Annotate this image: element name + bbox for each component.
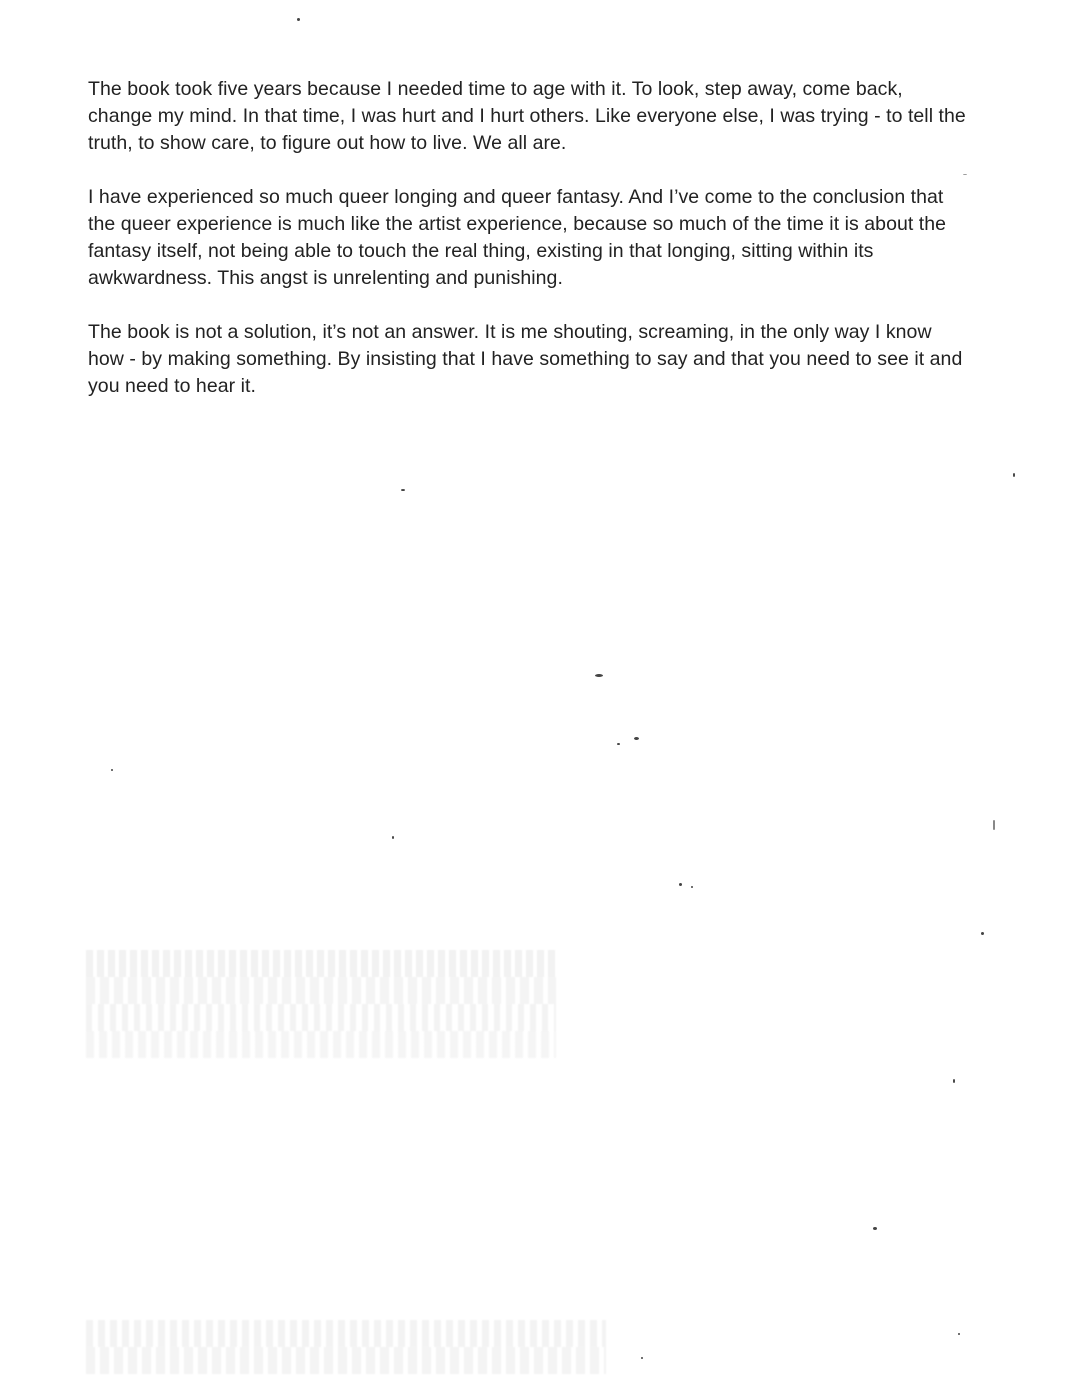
scan-speck: [297, 18, 300, 21]
bleed-through-block: [86, 950, 556, 1085]
scan-speck: [634, 737, 639, 740]
paragraph-3: The book is not a solution, it’s not an answer. It is me shouting, screaming, in the only way I know how - by making something. By insisting that I have something to say and that you need to see it and you need to hear it.: [88, 321, 963, 397]
scan-speck: [993, 820, 995, 830]
scan-speck: [641, 1357, 643, 1359]
scan-speck: [873, 1227, 877, 1230]
scan-speck: [401, 489, 405, 491]
scan-speck: [691, 886, 693, 888]
paragraph-2: I have experienced so much queer longing and queer fantasy. And I’ve come to the conclusion that the queer experience is much like the artist experience, because so much of the time it is about the fantasy itself, not being able to touch the real thing, existing in that longing, sitting within its awkwardness. This angst is unrelenting and punishing.: [88, 186, 947, 289]
scan-speck: [111, 769, 113, 771]
scan-speck: [392, 836, 394, 839]
scan-speck: [953, 1079, 955, 1083]
scan-speck: [1013, 473, 1015, 477]
scan-speck: [958, 1333, 960, 1335]
scan-speck: [981, 932, 984, 935]
paragraph-1: The book took five years because I needed time to age with it. To look, step away, come back, change my mind. In that time, I was hurt and I hurt others. Like everyone else, I was trying - to tell the truth, to show care, to figure out how to live. We all are.: [88, 78, 966, 154]
bleed-through-block: [86, 1320, 606, 1382]
scan-speck: [963, 174, 967, 175]
scan-speck: [595, 674, 603, 677]
scan-speck: [679, 883, 682, 886]
body-text: [88, 76, 968, 427]
scan-speck: [617, 743, 620, 745]
